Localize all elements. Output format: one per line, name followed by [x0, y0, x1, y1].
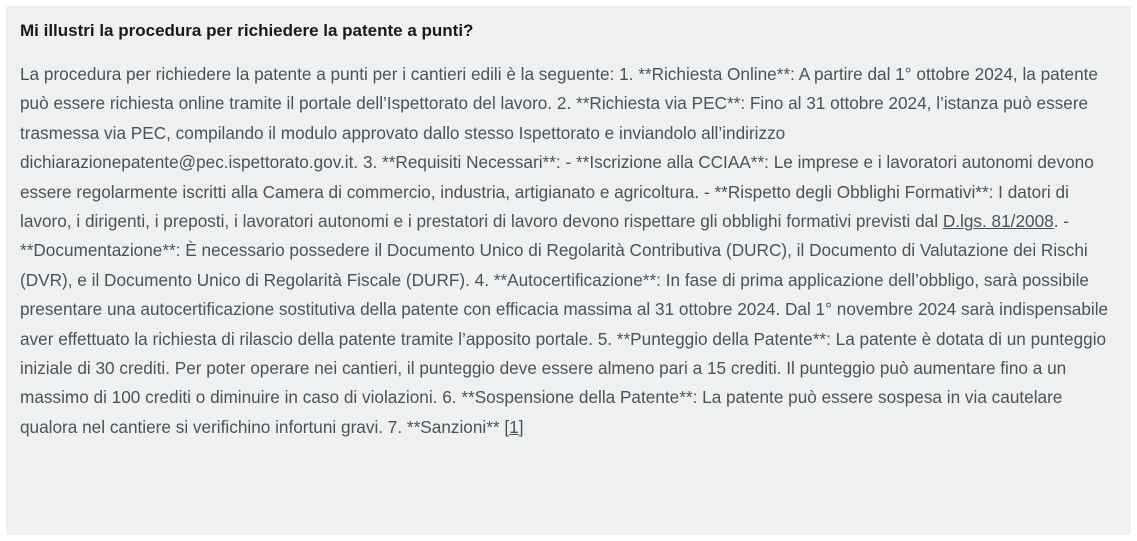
citation-link[interactable]: 1 [509, 416, 519, 437]
answer-text-part-2: . - **Documentazione**: È necessario possedere il Documento Unico di Regolarità Contributiva (DURC), il Documento di Valutazione dei Rischi (DVR), e il Documento Unico di Regolarità Fiscale (DURF). 4. **Autocertificazione**: In fase di prima applicazione dell’obbligo, sarà possibile presentare una autocertificazione sostitutiva della patente con efficacia massima al 31 ottobre 2024. Dal 1° novembre 2024 sarà indispensabile aver effettuato la richiesta di rilascio della patente tramite l’apposito portale. 5. **Punteggio della Patente**: La patente è dotata di un punteggio iniziale di 30 crediti. Per poter operare nei cantieri, il punteggio deve essere almeno pari a 15 crediti. Il punteggio può aumentare fino a un massimo di 100 crediti o diminuire in caso di violazioni. 6. **Sospensione della Patente**: La patente può essere sospesa in via cautelare qualora nel cantiere si verifichino infortuni gravi. 7. **Sanzioni** [20, 211, 1109, 437]
question-heading: Mi illustri la procedura per richiedere la patente a punti? [20, 21, 474, 40]
citation-close-bracket: ] [518, 416, 524, 437]
qa-card [6, 6, 1131, 535]
answer-text [20, 60, 1119, 442]
answer-text-part-1: La procedura per richiedere la patente a punti per i cantieri edili è la seguente: 1. **Richiesta Online**: A partire dal 1° ottobre 2024, la patente può essere richiesta online tramite il portale dell’Ispettorato del lavoro. 2. **Richiesta via PEC**: Fino al 31 ottobre 2024, l’istanza può essere trasmessa via PEC, compilando il modulo approvato dallo stesso Ispettorato e inviandolo all’indirizzo dichiarazionepatente@pec.ispettorato.gov.it. 3. **Requisiti Necessari**: - **Iscrizione alla CCIAA**: Le imprese e i lavoratori autonomi devono essere regolarmente iscritti alla Camera di commercio, industria, artigianato e agricoltura. - **Rispetto degli Obblighi Formativi**: I datori di lavoro, i dirigenti, i preposti, i lavoratori autonomi e i prestatori di lavoro devono rispettare gli obblighi formativi previsti dal [20, 64, 1098, 232]
citation-open-bracket: [ [504, 416, 510, 437]
law-reference-link[interactable]: D.lgs. 81/2008 [942, 211, 1054, 232]
